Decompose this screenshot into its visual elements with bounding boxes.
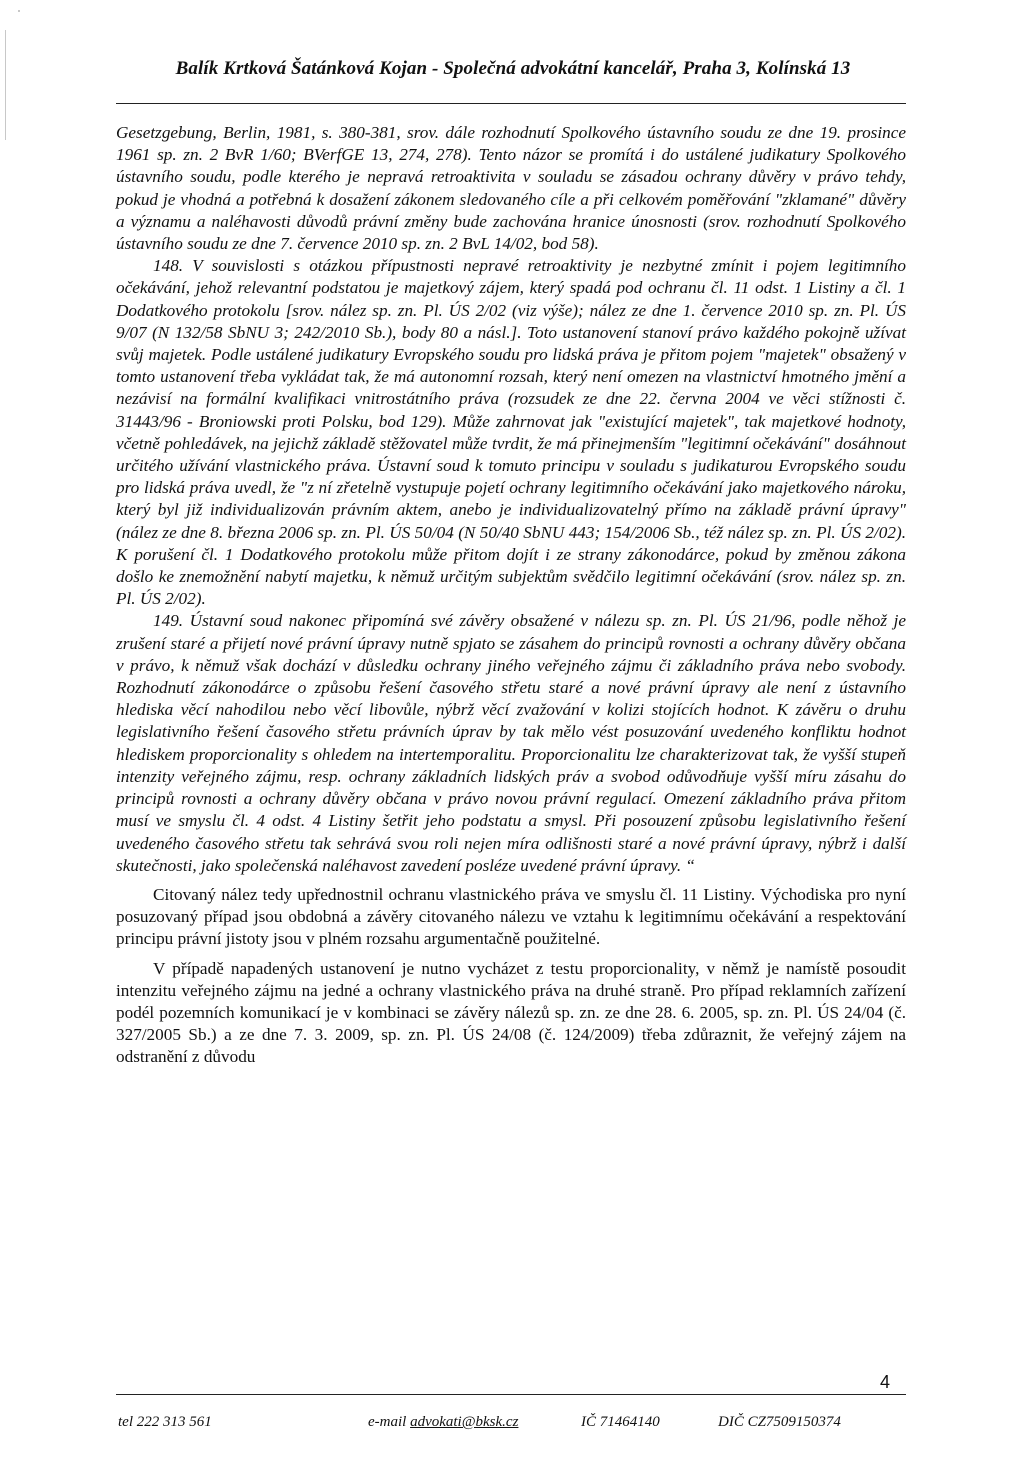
footer-email-address[interactable]: advokati@bksk.cz [410, 1414, 519, 1430]
footer-divider [116, 1394, 906, 1395]
document-body [116, 122, 906, 1069]
footer-tax-id: DIČ CZ7509150374 [718, 1414, 841, 1430]
scan-artifact [5, 30, 6, 140]
footer-email-label: e-mail [368, 1414, 407, 1430]
page-header: Balík Krtková Šatánková Kojan - Společná advokátní kancelář, Praha 3, Kolínská 13 [175, 58, 851, 79]
footer-phone: tel 222 313 561 [118, 1414, 212, 1430]
footer-company-id: IČ 71464140 [581, 1414, 660, 1430]
header-divider [116, 103, 906, 104]
paragraph-cited-finding: Citovaný nález tedy upřednostnil ochranu vlastnického práva ve smyslu čl. 11 Listiny. Východiska pro nyní posuzovaný případ jsou obdobná a závěry citovaného nálezu ve vztahu k legitimnímu očekávání a respektování principu právní jistoty jsou v plném rozsahu argumentačně použitelné. [116, 884, 906, 949]
paragraph-149: 149. Ústavní soud nakonec připomíná své závěry obsažené v nálezu sp. zn. Pl. ÚS 21/96, podle něhož je zrušení staré a přijetí nové právní úpravy nutně spjato se zásahem do principů rovnosti a ochrany důvěry občana v právo, k němuž však dochází v důsledku ochrany jiného veřejného zájmu či základního práva nebo svobody. Rozhodnutí zákonodárce o způsobu řešení časového střetu staré a nové právní úpravy ale není z ústavního hlediska věcí nahodilou nebo věcí libovůle, nýbrž věcí zvažování v kolizi stojících hodnot. K závěru o druhu legislativního řešení časového střetu právních úprav by tak mělo vést posuzování uvedeného konfliktu hodnot hlediskem proporcionality s ohledem na intertemporalitu. Proporcionalitu lze charakterizovat tak, že vyšší stupeň intenzity veřejného zájmu, resp. ochrany základních lidských práv a svobod odůvodňuje vyšší míru zásahu do principů rovnosti a ochrany důvěry občana v právo novou právní regulací. Omezení základního práva přitom musí ve smyslu čl. 4 odst. 4 Listiny šetřit jeho podstatu a smysl. Při posouzení způsobu legislativního řešení uvedeného časového střetu tak sehrává svou roli nejen míra odlišnosti staré a nové právní úpravy, nýbrž i další skutečnosti, jako společenská naléhavost zavedení posléze uvedené právní úpravy. “ [116, 611, 906, 875]
paragraph-proportionality: V případě napadených ustanovení je nutno vycházet z testu proporcionality, v němž je namístě posoudit intenzitu veřejného zájmu na jedné a ochrany vlastnického práva na druhé straně. Pro případ reklamních zařízení podél pozemních komunikací je v kombinaci se závěry nálezů sp. zn. ze dne 28. 6. 2005, sp. zn. Pl. ÚS 24/04 (č. 327/2005 Sb.) a ze dne 7. 3. 2009, sp. zn. Pl. ÚS 24/08 (č. 124/2009) třeba zdůraznit, že veřejný zájem na odstranění z důvodu [116, 958, 906, 1067]
paragraph-148: 148. V souvislosti s otázkou přípustnosti nepravé retroaktivity je nezbytné zmínit i pojem legitimního očekávání, jehož relevantní podstatou je majetkový zájem, který spadá pod ochranu čl. 11 odst. 1 Listiny a čl. 1 Dodatkového protokolu [srov. nález sp. zn. Pl. ÚS 2/02 (viz výše); nález ze dne 1. července 2010 sp. zn. Pl. ÚS 9/07 (N 132/58 SbNU 3; 242/2010 Sb.), body 80 a násl.]. Toto ustanovení stanoví právo každého pokojně užívat svůj majetek. Podle ustálené judikatury Evropského soudu pro lidská práva je přitom pojem "majetek" obsažený v tomto ustanovení třeba vykládat tak, že má autonomní rozsah, který není omezen na vlastnictví hmotného jmění a nezávisí na formální kvalifikaci vnitrostátního práva (rozsudek ze dne 22. června 2004 ve věci stížnosti č. 31443/96 - Broniowski proti Polsku, bod 129). Může zahrnovat jak "existující majetek", tak majetkové hodnoty, včetně pohledávek, na jejichž základě stěžovatel může tvrdit, že má přinejmenším "legitimní očekávání" dosáhnout určitého užívání vlastnického práva. Ústavní soud k tomuto principu v souladu s judikaturou Evropského soudu pro lidská práva uvedl, že "z ní zřetelně vystupuje pojetí ochrany legitimního očekávání jako majetkového nároku, který byl již individualizován právním aktem, anebo je individualizovatelný přímo na základě právní úpravy" (nález ze dne 8. března 2006 sp. zn. Pl. ÚS 50/04 (N 50/40 SbNU 443; 154/2006 Sb., též nález sp. zn. Pl. ÚS 2/02). K porušení čl. 1 Dodatkového protokolu může přitom dojít i ze strany zákonodárce, pokud by změnou zákona došlo ke znemožnění nabytí majetku, k němuž určitým subjektům svědčilo legitimní očekávání (srov. nález sp. zn. Pl. ÚS 2/02). [116, 256, 906, 609]
page-number: 4 [880, 1372, 891, 1392]
paragraph-citation-continued: Gesetzgebung, Berlin, 1981, s. 380-381, srov. dále rozhodnutí Spolkového ústavního soudu ze dne 19. prosince 1961 sp. zn. 2 BvR 1/60; BVerfGE 13, 274, 278). Tento názor se promítá i do ustálené judikatury Spolkového ústavního soudu, podle kterého je nepravá retroaktivita v souladu se zásadou ochrany důvěry v právo tehdy, pokud je vhodná a potřebná k dosažení zákonem sledovaného cíle a při celkovém poměřování "zklamané" důvěry a významu a naléhavosti důvodů právní změny bude zachována hranice únosnosti (srov. rozhodnutí Spolkového ústavního soudu ze dne 7. července 2010 sp. zn. 2 BvL 14/02, bod 58). [116, 123, 906, 254]
scan-artifact [18, 10, 20, 12]
footer-email [368, 1414, 518, 1431]
